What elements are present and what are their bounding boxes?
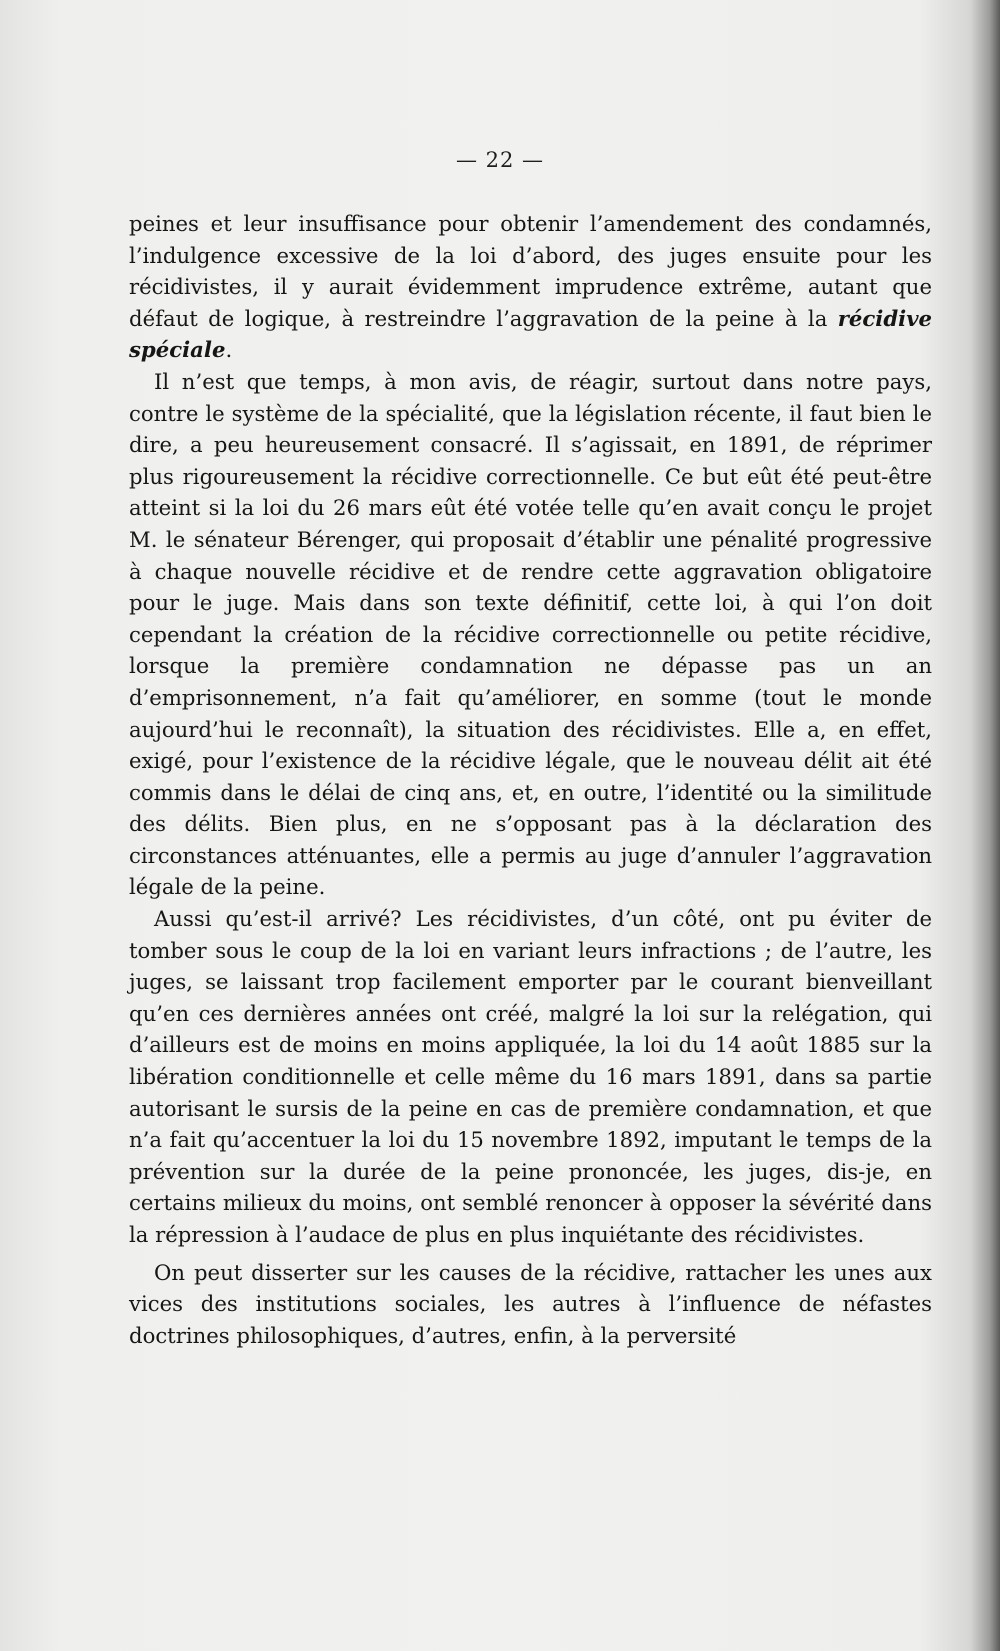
paragraph-1-emphasis: récidive spéciale xyxy=(129,305,932,363)
paragraph-1-tail: . xyxy=(225,337,233,363)
paragraph-1-text: peines et leur insuffisance pour obtenir l’amendement des condamnés, l’indulgence excessive de la loi d’abord, des juges ensuite pour les récidivistes, il y aurait évidemment imprudence extrême, autant que défaut de logique, à restreindre l’aggravation de la peine à la xyxy=(129,211,932,331)
paragraph-3: Aussi qu’est-il arrivé? Les récidivistes, d’un côté, ont pu éviter de tomber sous le coup de la loi en variant leurs infractions ; de l’autre, les juges, se laissant trop facilement emporter par le courant bienveillant qu’en ces dernières années ont créé, malgré la loi sur la relégation, qui d’ailleurs est de moins en moins appliquée, la loi du 14 août 1885 sur la libération conditionnelle et celle même du 16 mars 1891, dans sa partie autorisant le sursis de la peine en cas de première condamnation, et que n’a fait qu’accentuer la loi du 15 novembre 1892, imputant le temps de la prévention sur la durée de la peine prononcée, les juges, dis-je, en certains milieux du moins, ont semblé renoncer à opposer la sévérité dans la répression à l’audace de plus en plus inquiétante des récidivistes. xyxy=(129,906,932,1247)
paragraph-1 xyxy=(129,208,932,366)
page-number: — 22 — xyxy=(455,148,545,172)
paragraph-4: On peut disserter sur les causes de la récidive, rattacher les unes aux vices des institutions sociales, les autres à l’influence de néfastes doctrines philosophiques, d’autres, enfin, à la perversité xyxy=(129,1259,932,1348)
paragraph-2: Il n’est que temps, à mon avis, de réagir, surtout dans notre pays, contre le système de la spécialité, que la législation récente, il faut bien le dire, a peu heureusement consacré. Il s’agissait, en 1891, de réprimer plus rigoureusement la récidive correctionnelle. Ce but eût été peut-être atteint si la loi du 26 mars eût été votée telle qu’en avait conçu le projet M. le sénateur Bérenger, qui proposait d’établir une pénalité progressive à chaque nouvelle récidive et de rendre cette aggravation obligatoire pour le juge. Mais dans son texte définitif, cette loi, à qui l’on doit cependant la création de la récidive correctionnelle ou petite récidive, lorsque la première condamnation ne dépasse pas un an d’emprisonnement, n’a fait qu’améliorer, en somme (tout le monde aujourd’hui le reconnaît), la situation des récidivistes. Elle a, en effet, exigé, pour l’existence de la récidive légale, que le nouveau délit ait été commis dans le délai de cinq ans, et, en outre, l’identité ou la similitude des délits. Bien plus, en ne s’opposant pas à la déclaration des circonstances atténuantes, elle a permis au juge d’annuler l’aggravation légale de la peine. xyxy=(129,368,932,900)
body-text xyxy=(129,208,932,1351)
